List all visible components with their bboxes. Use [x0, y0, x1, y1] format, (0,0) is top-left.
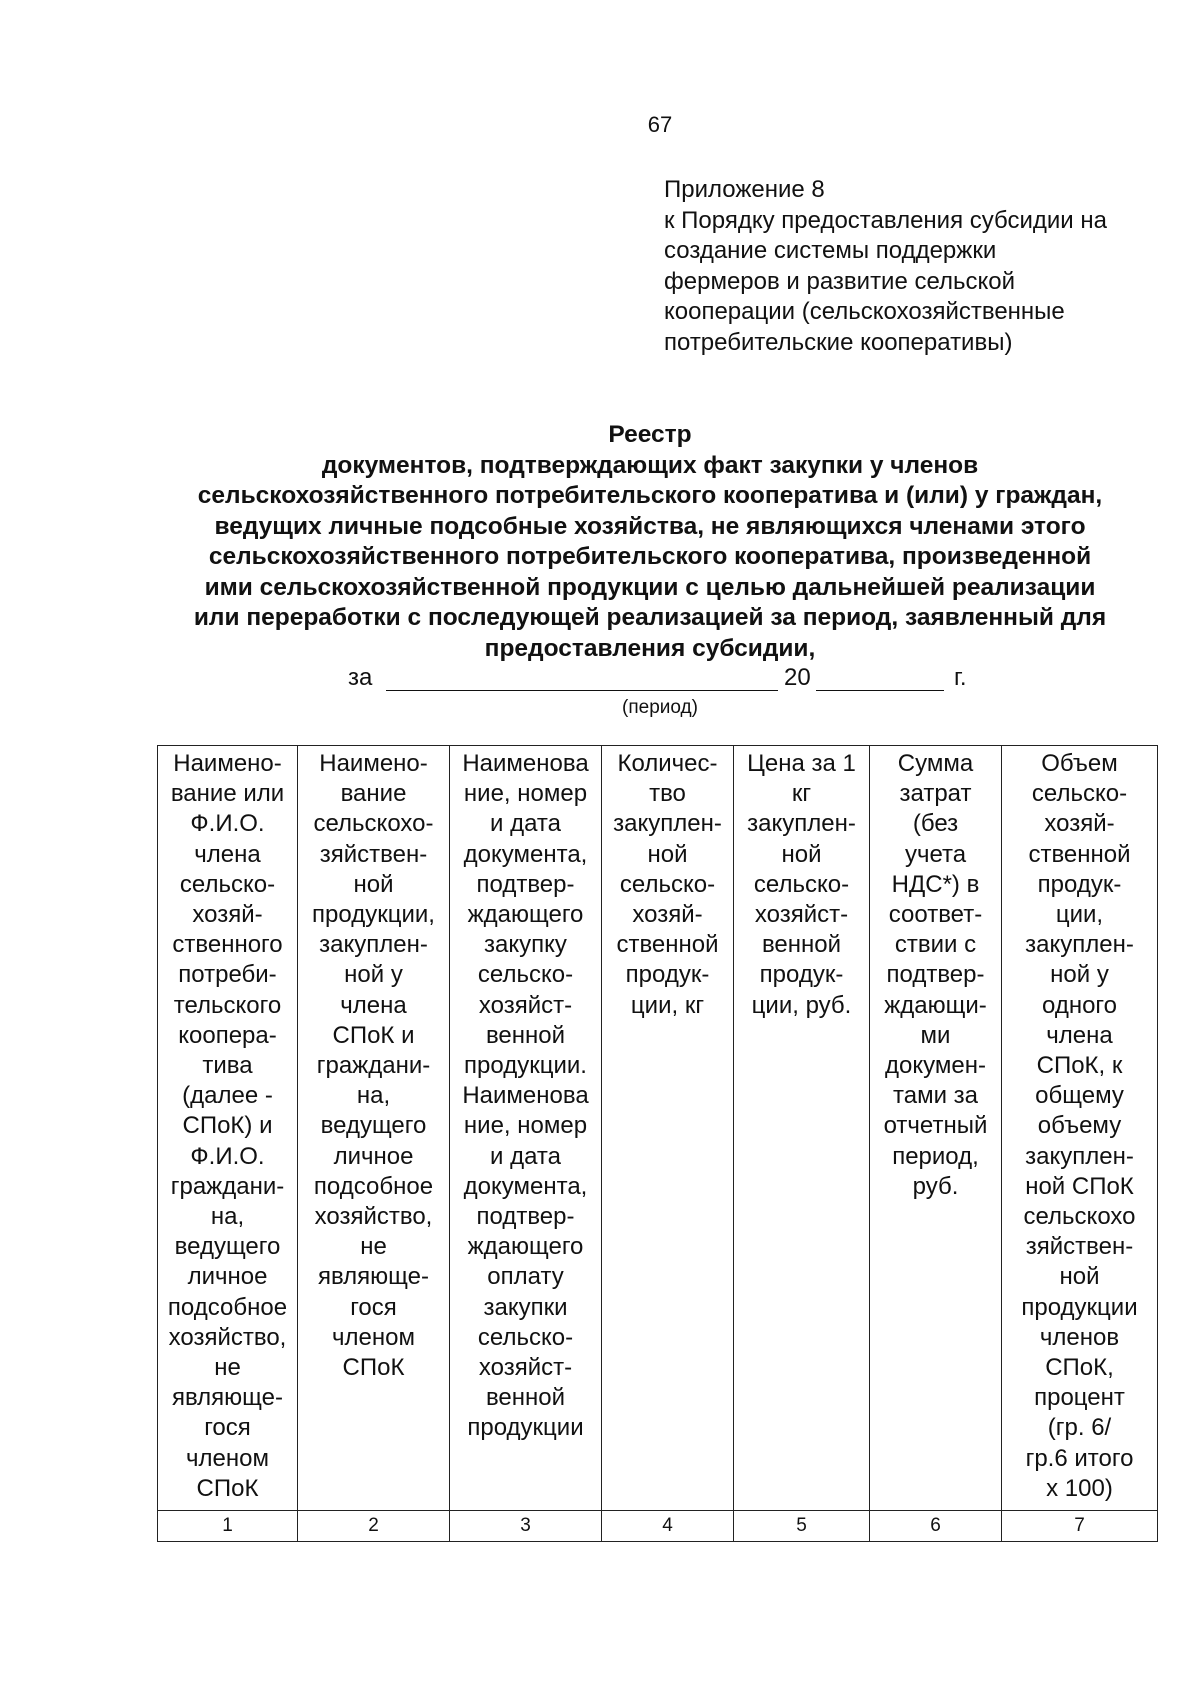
column-header-line: вание или	[170, 780, 285, 808]
column-header-line: коопера-	[178, 1021, 277, 1049]
column-header-line: ние, номер	[463, 1112, 588, 1140]
registry-title	[150, 420, 1150, 664]
column-header-line: членом	[332, 1323, 415, 1351]
column-header-line: ведущего	[320, 1112, 427, 1140]
column-header-line: продук-	[759, 961, 844, 989]
column-header-line: тива	[202, 1052, 253, 1080]
column-number-4: 4	[602, 1511, 734, 1542]
column-header-line: ной у	[1050, 961, 1109, 989]
title-line: или переработки с последующей реализацией за период, заявленный для	[193, 604, 1107, 631]
column-header-line: документа,	[463, 1172, 588, 1200]
column-header-3	[450, 746, 602, 1511]
column-header-line: ции,	[1055, 901, 1104, 929]
column-header-line: х 100)	[1046, 1474, 1113, 1502]
column-header-line: процент	[1034, 1384, 1125, 1412]
column-header-line: тво	[649, 780, 686, 808]
column-header-line: ждающи-	[884, 991, 987, 1019]
column-header-line: не	[214, 1354, 241, 1382]
registry-table	[157, 745, 1158, 1542]
column-header-line: СПоК) и	[182, 1112, 273, 1140]
column-header-line: подсобное	[167, 1293, 288, 1321]
column-header-line: хозяй-	[632, 901, 703, 929]
column-header-line: ной	[1059, 1263, 1100, 1291]
column-header-line: продукции	[1021, 1293, 1138, 1321]
column-header-line: являюще-	[171, 1384, 283, 1412]
column-header-line: продукции,	[312, 901, 435, 929]
column-header-line: ведущего	[174, 1233, 281, 1261]
column-header-line: ждающего	[467, 901, 584, 929]
column-header-line: документа,	[463, 840, 588, 868]
column-header-line: подтвер-	[476, 870, 575, 898]
appendix-line: Приложение 8	[664, 176, 825, 203]
year-prefix: 20	[784, 664, 811, 691]
column-header-line: закуплен-	[1025, 931, 1134, 959]
column-header-line: закуплен-	[747, 810, 856, 838]
appendix-line: к Порядку предоставления субсидии на	[664, 206, 1107, 234]
column-header-line: подсобное	[313, 1172, 434, 1200]
period-blank	[386, 690, 778, 691]
column-header-line: Наимено-	[319, 750, 428, 777]
column-header-1	[158, 746, 298, 1511]
column-header-7	[1002, 746, 1158, 1511]
column-header-line: подтвер-	[886, 961, 985, 989]
column-header-line: ной СПоК	[1025, 1172, 1134, 1200]
column-header-2	[298, 746, 450, 1511]
column-header-line: ции, руб.	[751, 991, 852, 1019]
column-header-line: сельско-	[753, 870, 850, 898]
column-header-line: закуплен-	[319, 931, 428, 959]
column-header-line: затрат	[899, 780, 972, 808]
column-header-line: одного	[1042, 991, 1117, 1019]
year-suffix: г.	[954, 664, 967, 691]
column-header-line: (далее -	[182, 1082, 273, 1110]
column-number-7: 7	[1002, 1511, 1158, 1542]
column-header-line: ции, кг	[630, 991, 705, 1019]
column-header-line: сельско-	[1031, 780, 1128, 808]
column-header-line: Объем	[1041, 750, 1118, 777]
title-line: ведущих личные подсобные хозяйства, не являющихся членами этого	[214, 512, 1086, 540]
column-header-5	[734, 746, 870, 1511]
column-header-line: СПоК	[196, 1474, 259, 1502]
column-header-line: период,	[892, 1142, 979, 1170]
column-header-line: ной	[353, 870, 394, 898]
column-header-line: членов	[1039, 1323, 1120, 1351]
column-header-line: тами за	[893, 1082, 978, 1110]
column-header-line: сельско-	[477, 961, 574, 989]
column-header-line: закупку	[484, 931, 567, 959]
column-header-line: СПоК,	[1045, 1354, 1114, 1382]
column-header-line: отчетный	[883, 1112, 988, 1140]
column-header-line: члена	[194, 840, 261, 868]
column-header-line: личное	[187, 1263, 268, 1291]
appendix-line: потребительские кооперативы)	[664, 328, 1013, 356]
appendix-line: кооперации (сельскохозяйственные	[664, 298, 1065, 325]
column-header-line: ственной	[616, 931, 719, 959]
column-header-line: вание	[340, 780, 407, 808]
column-header-line: кг	[791, 780, 812, 808]
appendix-line: фермеров и развитие сельской	[664, 267, 1016, 295]
column-header-line: руб.	[912, 1172, 959, 1200]
column-header-line: ственного	[172, 931, 283, 959]
column-header-line: хозяйст-	[478, 1354, 573, 1382]
column-header-line: Сумма	[897, 750, 974, 777]
title-line: сельскохозяйственного потребительского кооператива, произведенной	[208, 543, 1092, 570]
column-header-line: венной	[761, 931, 842, 959]
column-header-4	[602, 746, 734, 1511]
column-number-3: 3	[450, 1511, 602, 1542]
column-header-line: общему	[1035, 1082, 1124, 1110]
column-header-line: ной	[781, 840, 822, 868]
column-header-line: хозяйст-	[478, 991, 573, 1019]
title-line: предоставления субсидии,	[484, 634, 816, 662]
appendix-header	[664, 175, 1164, 358]
column-header-line: (гр. 6/	[1047, 1414, 1112, 1442]
column-header-line: Наименова	[462, 1082, 589, 1110]
column-header-line: сельско-	[619, 870, 716, 898]
appendix-line: создание системы поддержки	[664, 237, 997, 264]
column-number-5: 5	[734, 1511, 870, 1542]
period-caption: (период)	[622, 697, 698, 718]
column-header-line: зяйствен-	[1025, 1233, 1134, 1261]
column-header-line: венной	[485, 1021, 566, 1049]
column-header-line: хозяй-	[192, 901, 263, 929]
column-header-line: членом	[186, 1444, 269, 1472]
column-header-line: закуплен-	[1025, 1142, 1134, 1170]
column-header-line: объему	[1037, 1112, 1122, 1140]
title-line: Реестр	[608, 421, 692, 448]
column-header-line: члена	[340, 991, 407, 1019]
column-header-line: Наимено-	[173, 750, 282, 777]
column-header-line: Цена за 1	[747, 750, 856, 777]
column-header-line: на,	[356, 1082, 391, 1110]
column-header-line: граждани-	[316, 1052, 431, 1080]
column-number-2: 2	[298, 1511, 450, 1542]
column-header-line: и дата	[490, 1142, 561, 1170]
column-header-line: оплату	[487, 1263, 564, 1291]
title-line: документов, подтверждающих факт закупки у членов	[321, 451, 979, 479]
column-header-line: соответ-	[888, 901, 983, 929]
column-header-line: члена	[1046, 1021, 1113, 1049]
column-header-line: хозяй-	[1044, 810, 1115, 838]
column-header-line: закуплен-	[613, 810, 722, 838]
column-header-line: зяйствен-	[319, 840, 428, 868]
column-header-line: Ф.И.О.	[190, 810, 265, 838]
column-header-line: тельского	[173, 991, 282, 1019]
column-header-line: граждани-	[170, 1172, 285, 1200]
column-number-row	[158, 1511, 1158, 1542]
column-header-line: хозяйство,	[314, 1203, 433, 1231]
column-header-line: ждающего	[467, 1233, 584, 1261]
year-blank	[816, 690, 944, 691]
column-header-line: потреби-	[178, 961, 277, 989]
column-header-line: личное	[333, 1142, 414, 1170]
column-header-line: продукции	[467, 1414, 584, 1442]
column-header-line: продук-	[1037, 870, 1122, 898]
column-header-line: и дата	[490, 810, 561, 838]
column-number-6: 6	[870, 1511, 1002, 1542]
column-header-line: ной	[647, 840, 688, 868]
column-header-line: НДС*) в	[891, 870, 980, 898]
column-header-line: СПоК и	[332, 1021, 415, 1049]
column-header-line: ние, номер	[463, 780, 588, 808]
column-header-line: не	[360, 1233, 387, 1261]
column-header-line: Наименова	[462, 750, 589, 777]
column-header-line: являюще-	[317, 1263, 429, 1291]
title-line: сельскохозяйственного потребительского кооператива и (или) у граждан,	[197, 482, 1103, 509]
column-header-line: гося	[350, 1293, 397, 1321]
column-header-line: сельскохо-	[313, 810, 434, 838]
column-header-line: Количес-	[617, 750, 718, 777]
column-header-line: докумен-	[885, 1052, 986, 1080]
period-line	[0, 664, 1200, 696]
column-header-line: СПоК	[342, 1354, 405, 1382]
column-header-line: СПоК, к	[1036, 1052, 1123, 1080]
column-header-line: хозяйст-	[754, 901, 849, 929]
column-header-line: (без	[912, 810, 959, 838]
column-header-line: на,	[210, 1203, 245, 1231]
column-header-line: венной	[485, 1384, 566, 1412]
column-header-line: гр.6 итого	[1025, 1444, 1134, 1472]
page-number: 67	[647, 112, 673, 137]
column-header-line: ствии с	[894, 931, 977, 959]
column-header-line: продукции.	[464, 1052, 587, 1080]
column-header-line: гося	[204, 1414, 251, 1442]
column-header-line: сельскохо	[1023, 1203, 1136, 1231]
column-header-line: сельско-	[179, 870, 276, 898]
period-prefix: за	[348, 664, 373, 691]
column-header-line: сельско-	[477, 1323, 574, 1351]
column-header-6	[870, 746, 1002, 1511]
column-header-line: ми	[920, 1021, 951, 1049]
column-header-line: подтвер-	[476, 1203, 575, 1231]
column-header-line: ственной	[1028, 840, 1131, 868]
table-header-row	[158, 746, 1158, 1511]
column-header-line: учета	[904, 840, 967, 868]
column-header-line: Ф.И.О.	[190, 1142, 265, 1170]
column-header-line: закупки	[483, 1293, 568, 1321]
column-header-line: хозяйство,	[168, 1323, 287, 1351]
column-number-1: 1	[158, 1511, 298, 1542]
column-header-line: ной у	[344, 961, 403, 989]
column-header-line: продук-	[625, 961, 710, 989]
title-line: ими сельскохозяйственной продукции с целью дальнейшей реализации	[204, 573, 1096, 601]
